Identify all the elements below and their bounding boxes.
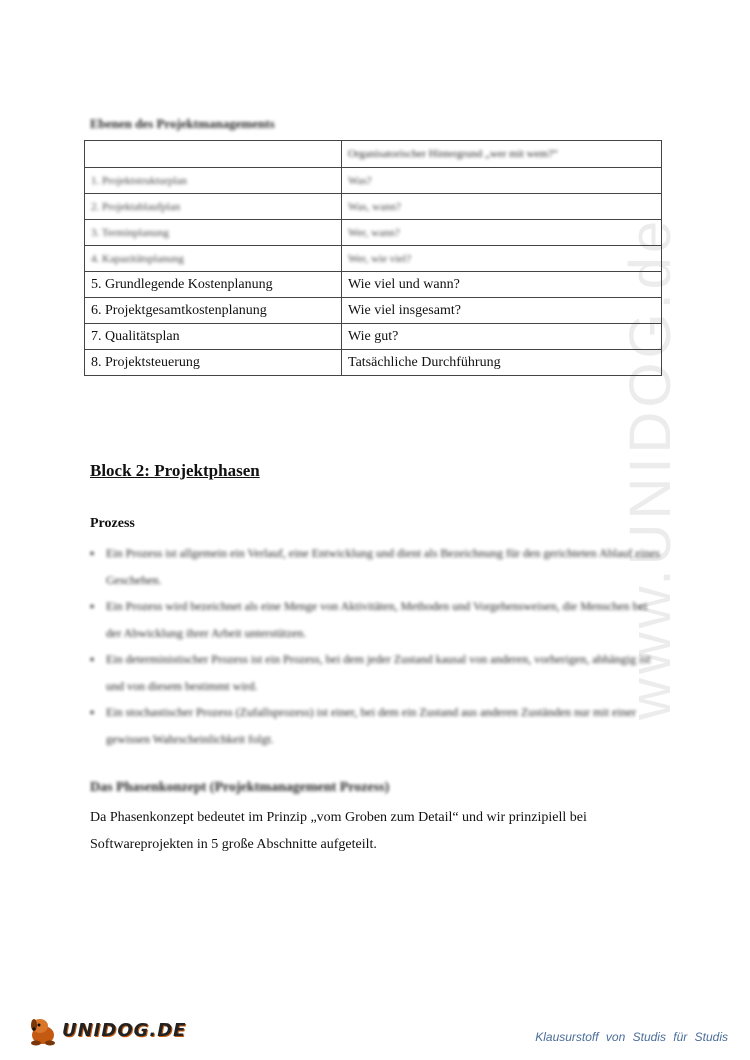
table-cell: 5. Grundlegende Kostenplanung [85, 272, 342, 298]
table-cell: Was? [342, 168, 662, 194]
table-cell: 8. Projektsteuerung [85, 350, 342, 376]
table-cell: Wer, wie viel? [342, 246, 662, 272]
logo-text: UNIDOG.DE [62, 1019, 187, 1041]
table-cell: Wie viel insgesamt? [342, 298, 662, 324]
footer-slogan: Klausurstoff von Studis für Studis [535, 1030, 728, 1044]
table-cell: 4. Kapazitätsplanung [85, 246, 342, 272]
table-cell: 3. Terminplanung [85, 220, 342, 246]
phase-paragraph: Da Phasenkonzept bedeutet im Prinzip „vom Groben zum Detail“ und wir prinzipiell bei Softwareprojekten in 5 große Abschnitte aufgeteilt. [90, 810, 587, 852]
table-heading: Ebenen des Projektmanagements [90, 116, 275, 131]
dog-icon [26, 1013, 60, 1047]
table-row [85, 272, 662, 298]
list-item: ▪ Ein deterministischer Prozess ist ein Prozess, bei dem jeder Zustand kausal von anderen, vorherigen, abhängig ist und von diesem bestimmt wird. [90, 646, 660, 699]
list-item: ▪ Ein Prozess wird bezeichnet als eine Menge von Aktivitäten, Methoden und Vorgehensweisen, die Menschen bei der Abwicklung ihrer Arbeit unterstützen. [90, 593, 660, 646]
table-row [85, 298, 662, 324]
block-title: Block 2: Projektphasen [90, 461, 260, 480]
project-levels-table [84, 140, 662, 376]
unidog-logo [26, 1012, 186, 1048]
table-cell: Tatsächliche Durchführung [342, 350, 662, 376]
watermark: www.UNIDOG.de [618, 216, 683, 720]
process-bullet-list [90, 540, 660, 752]
table-row [85, 246, 662, 272]
table-cell: Wer, wann? [342, 220, 662, 246]
table-cell: 7. Qualitätsplan [85, 324, 342, 350]
list-item: ▪ Ein stochastischer Prozess (Zufallsprozess) ist einer, bei dem ein Zustand aus anderen Zuständen nur mit einer gewissen Wahrscheinlichkeit folgt. [90, 699, 660, 752]
table-row [85, 168, 662, 194]
table-row [85, 324, 662, 350]
process-title: Prozess [90, 516, 135, 531]
table-cell: 6. Projektgesamtkostenplanung [85, 298, 342, 324]
table-row [85, 350, 662, 376]
phase-title: Das Phasenkonzept (Projektmanagement Prozess) [90, 780, 390, 795]
table-header-row [85, 141, 662, 168]
table-cell: 2. Projektablaufplan [85, 194, 342, 220]
table-cell: Wie gut? [342, 324, 662, 350]
table-cell: Wie viel und wann? [342, 272, 662, 298]
table-row [85, 194, 662, 220]
table-header-cell: Organisatorischer Hintergrund „wer mit wem?“ [342, 141, 662, 168]
table-cell: 1. Projektstrukturplan [85, 168, 342, 194]
list-item: ▪ Ein Prozess ist allgemein ein Verlauf, eine Entwicklung und dient als Bezeichnung für den gerichteten Ablauf eines Geschehen. [90, 540, 660, 593]
table-cell: Was, wann? [342, 194, 662, 220]
table-header-cell [85, 141, 342, 168]
table-row [85, 220, 662, 246]
